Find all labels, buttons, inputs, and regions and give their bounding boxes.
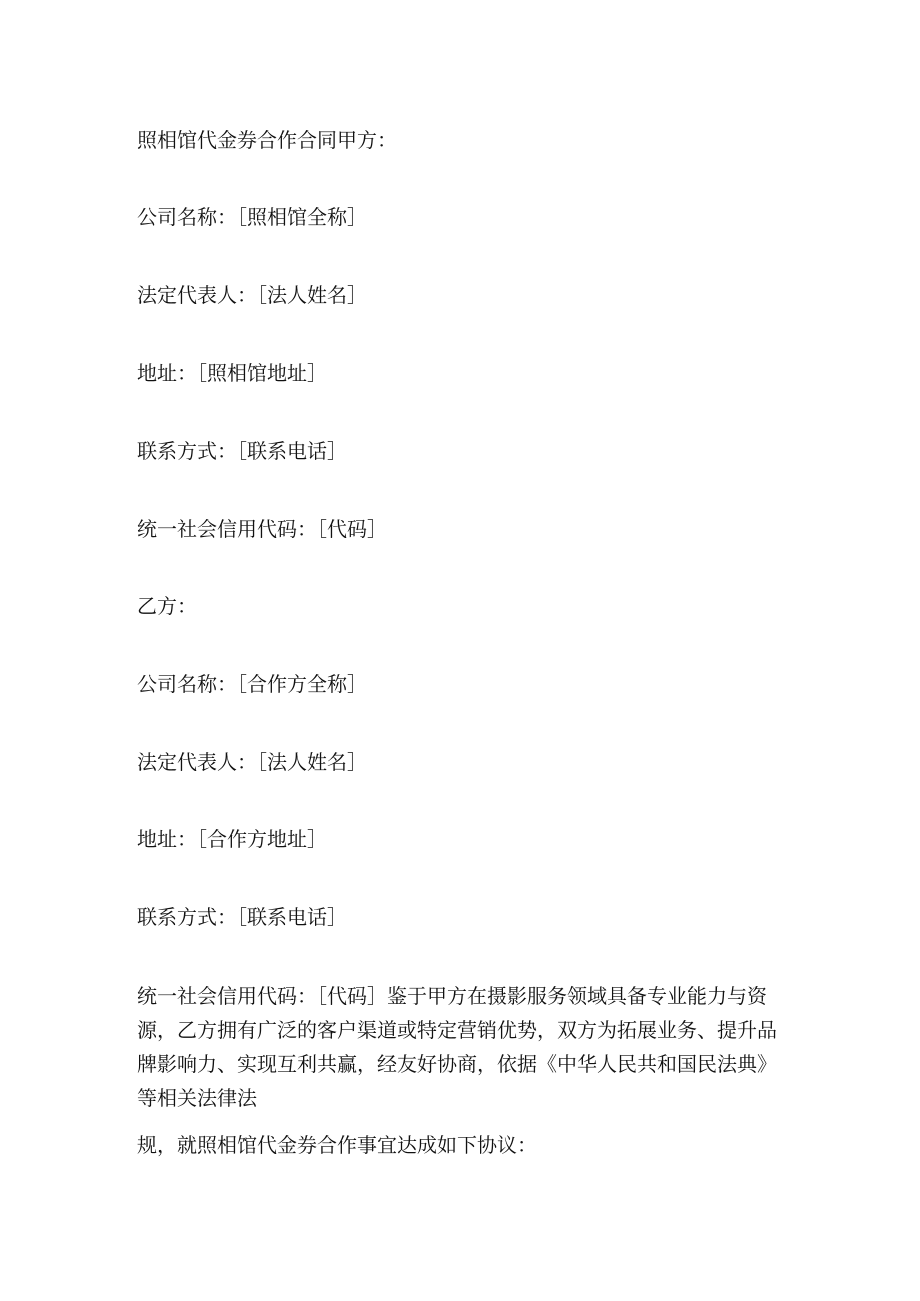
party-b-legal-rep: 法定代表人：［法人姓名］	[137, 750, 367, 774]
party-a-contact: 联系方式：［联系电话］	[137, 439, 347, 463]
party-a-credit-code: 统一社会信用代码：［代码］	[137, 517, 387, 541]
contract-title: 照相馆代金券合作合同甲方：	[137, 128, 397, 152]
party-b-contact: 联系方式：［联系电话］	[137, 905, 347, 929]
party-b-address: 地址：［合作方地址］	[137, 827, 327, 851]
party-a-address: 地址：［照相馆地址］	[137, 361, 327, 385]
party-b-heading: 乙方：	[137, 594, 197, 618]
party-b-company: 公司名称：［合作方全称］	[137, 672, 367, 696]
party-a-company: 公司名称：［照相馆全称］	[137, 205, 367, 229]
intro-paragraph: 统一社会信用代码：［代码］鉴于甲方在摄影服务领域具备专业能力与资源，乙方拥有广泛的客户渠道或特定营销优势，双方为拓展业务、提升品牌影响力、实现互利共赢，经友好协商，依据《中华人民共和国民法典》等相关法律法	[137, 984, 777, 1110]
party-a-legal-rep: 法定代表人：［法人姓名］	[137, 283, 367, 307]
intro-continuation: 规，就照相馆代金券合作事宜达成如下协议：	[137, 1133, 537, 1157]
